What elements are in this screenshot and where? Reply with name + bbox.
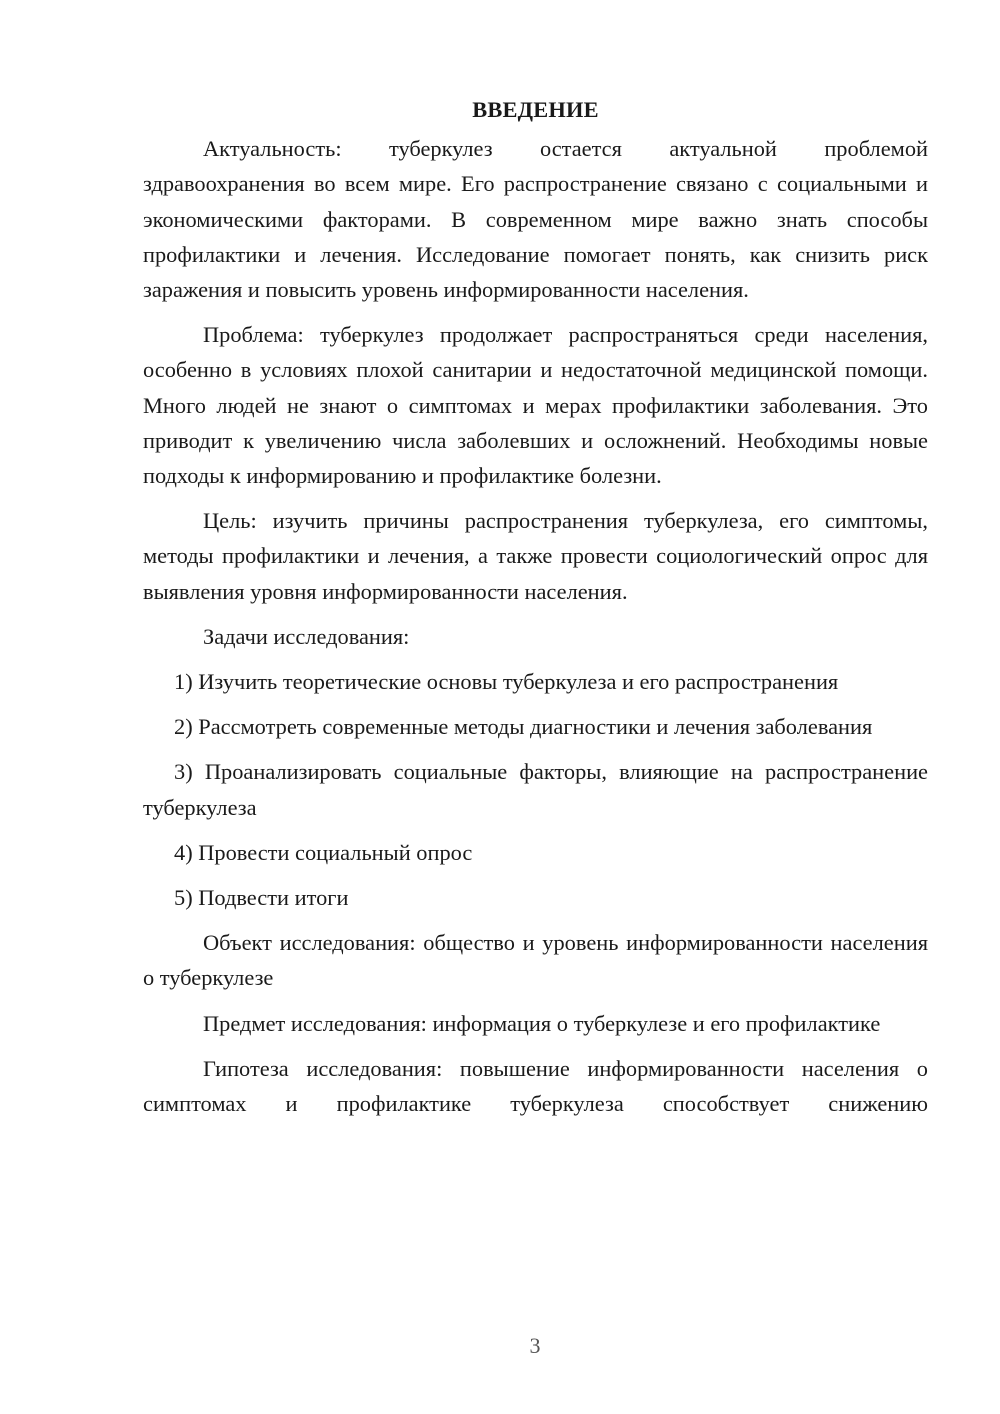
paragraph-goal: Цель: изучить причины распространения туберкулеза, его симптомы, методы профилактики и лечения, а также провести социологический опрос для выявления уровня информированности населения.: [143, 508, 928, 604]
page-content: [143, 92, 928, 1131]
paragraph-object: Объект исследования: общество и уровень информированности населения о туберкулезе: [143, 930, 928, 991]
task-item-4: 4) Провести социальный опрос: [174, 839, 473, 865]
task-item-3: 3) Проанализировать социальные факторы, влияющие на распространение туберкулеза: [143, 759, 928, 820]
task-item-2: 2) Рассмотреть современные методы диагностики и лечения заболевания: [174, 714, 873, 740]
section-title: ВВЕДЕНИЕ: [472, 97, 599, 122]
task-item-5: 5) Подвести итоги: [174, 885, 349, 911]
paragraph-relevance: Актуальность: туберкулез остается актуальной проблемой здравоохранения во всем мире. Его распространение связано с социальными и экономическими факторами. В современном мире важно знать способы профилактики и лечения. Исследование помогает понять, как снизить риск заражения и повысить уровень информированности населения.: [143, 136, 928, 303]
paragraph-hypothesis: Гипотеза исследования: повышение информированности населения о симптомах и профилактике туберкулеза способствует снижению: [143, 1055, 928, 1117]
paragraph-problem: Проблема: туберкулез продолжает распространяться среди населения, особенно в условиях плохой санитарии и недостаточной медицинской помощи. Много людей не знают о симптомах и мерах профилактики заболевания. Это приводит к увеличению числа заболевших и осложнений. Необходимы новые подходы к информированию и профилактике болезни.: [143, 322, 928, 489]
paragraph-tasks-heading: Задачи исследования:: [203, 623, 410, 649]
page-number: 3: [529, 1333, 541, 1358]
paragraph-subject: Предмет исследования: информация о туберкулезе и его профилактике: [203, 1010, 881, 1036]
task-item-1: 1) Изучить теоретические основы туберкулеза и его распространения: [174, 669, 839, 695]
